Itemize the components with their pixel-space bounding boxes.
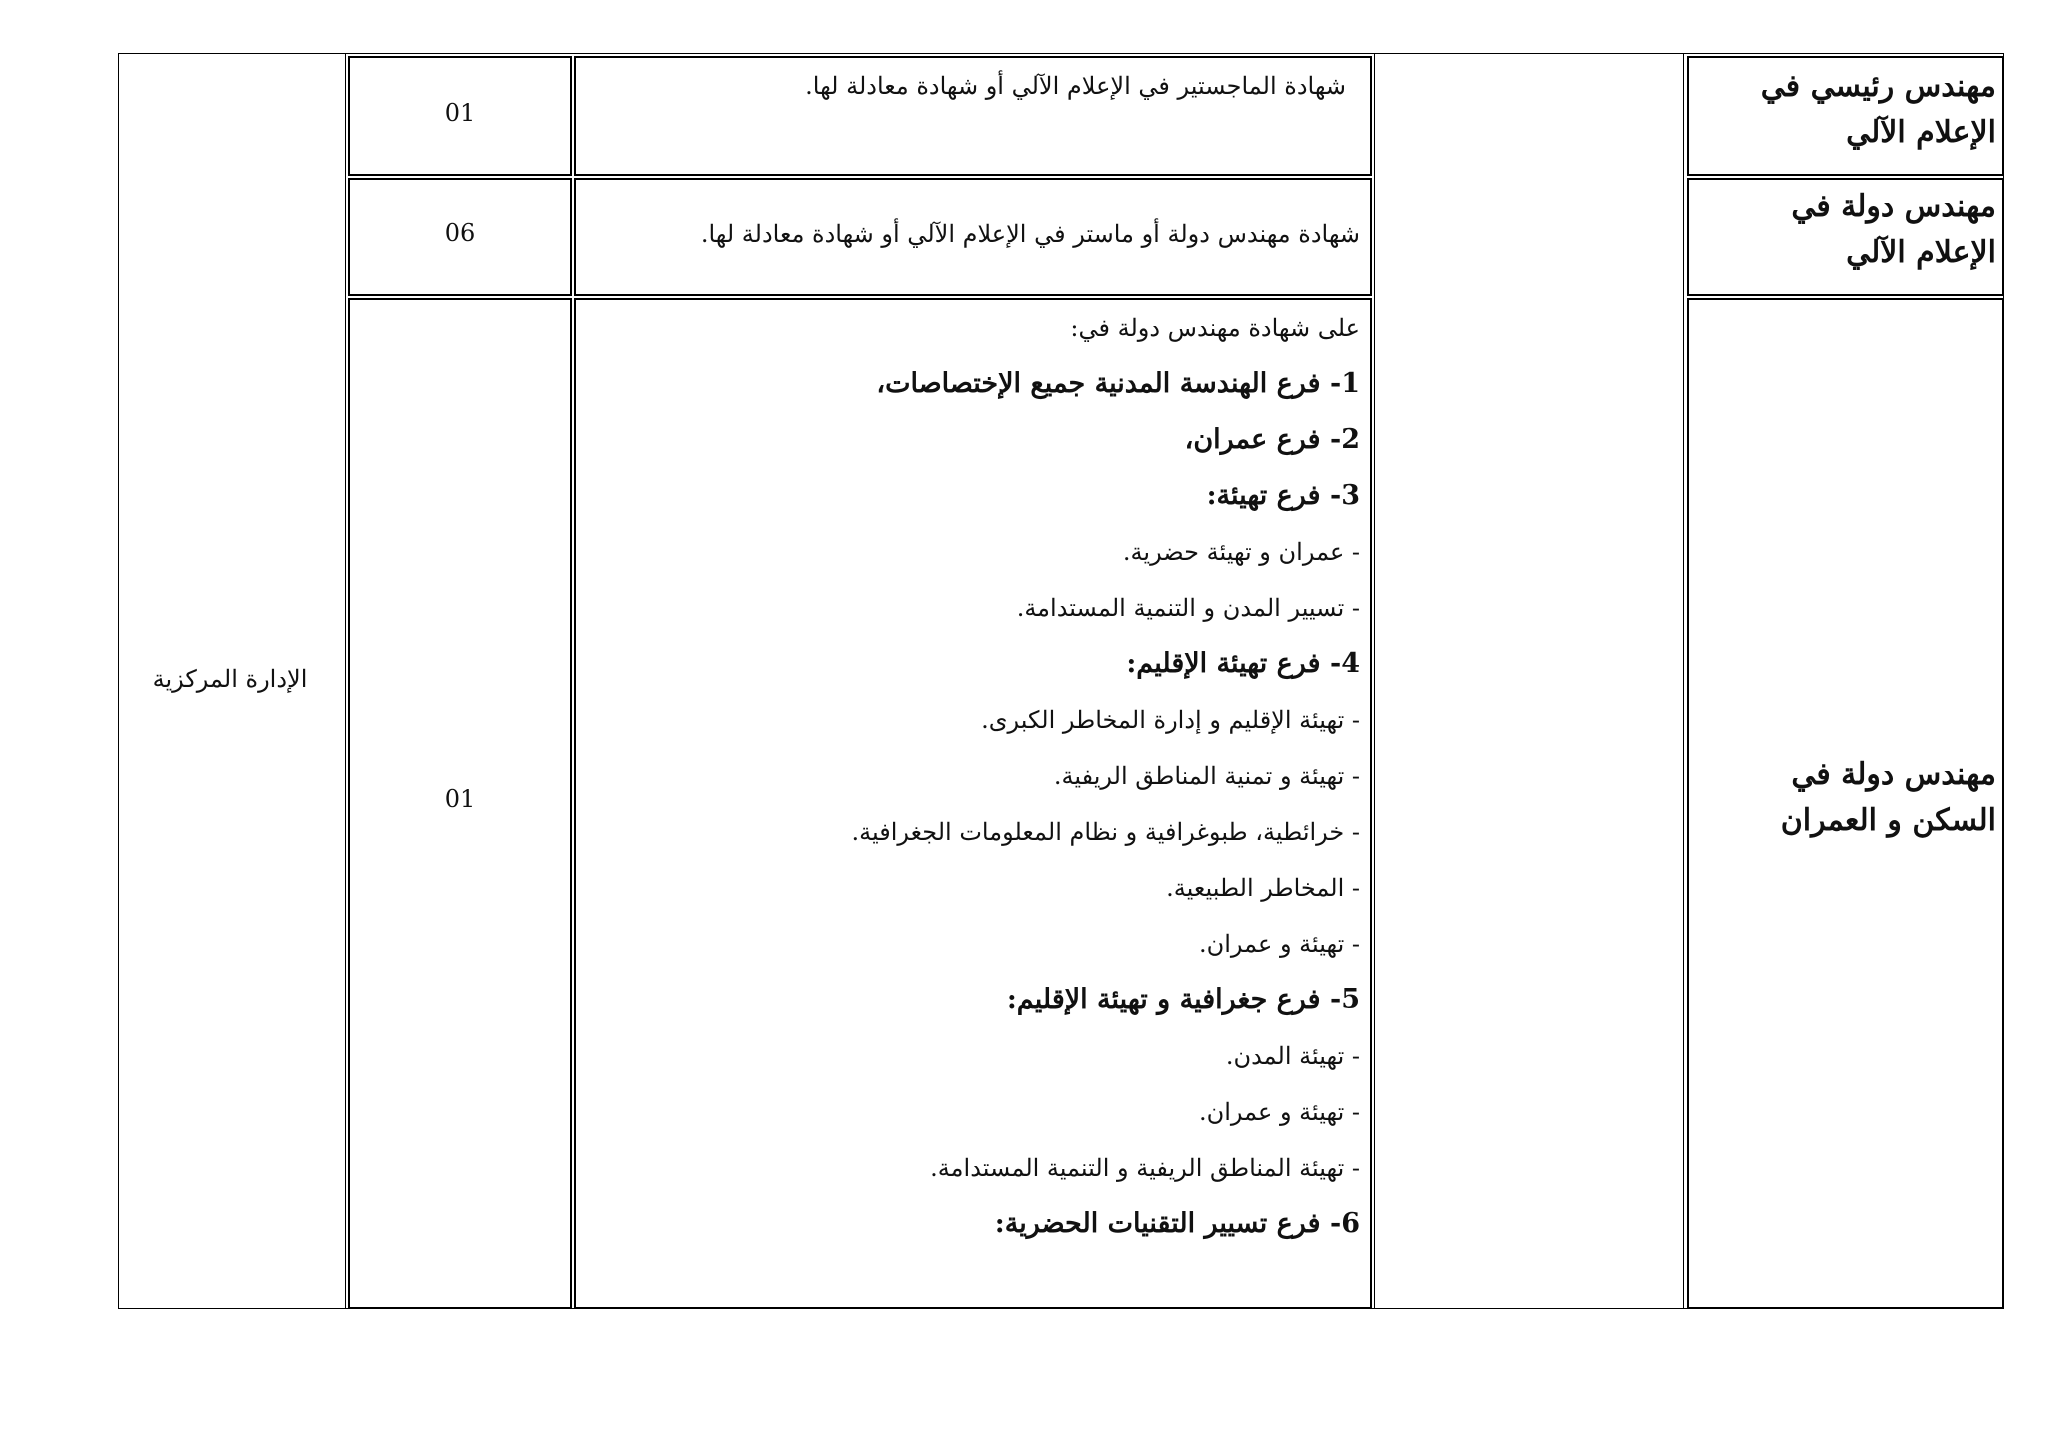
qualification-line: - تهيئة و عمران.: [1198, 930, 1360, 958]
grade-title: مهندس دولة في الإعلام الآلي: [1791, 189, 1996, 270]
qualification-line: 5- فرع جغرافية و تهيئة الإقليم:: [1006, 984, 1360, 1015]
qualification-line: - تهيئة الإقليم و إدارة المخاطر الكبرى.: [981, 706, 1360, 734]
position-count: 06: [444, 219, 476, 247]
qualification-list: [620, 300, 1360, 1252]
qualification-line: 2- فرع عمران،: [1184, 424, 1360, 455]
qualification-line: على شهادة مهندس دولة في:: [1070, 314, 1360, 342]
qualification-text: شهادة الماجستير في الإعلام الآلي أو شهادة معادلة لها.: [805, 72, 1346, 100]
qualification-line: - تسيير المدن و التنمية المستدامة.: [1016, 594, 1360, 622]
qualification-line: 1- فرع الهندسة المدنية جميع الإختصاصات،: [876, 368, 1360, 399]
column-divider: [345, 53, 346, 1309]
qualification-line: - عمران و تهيئة حضرية.: [1122, 538, 1360, 566]
qualification-text: شهادة مهندس دولة أو ماستر في الإعلام الآلي أو شهادة معادلة لها.: [700, 220, 1360, 248]
qualification-line: - خرائطية، طبوغرافية و نظام المعلومات الجغرافية.: [851, 818, 1360, 846]
qualification-line: - تهيئة المناطق الريفية و التنمية المستدامة.: [930, 1154, 1360, 1182]
qualification-line: - المخاطر الطبيعية.: [1166, 874, 1360, 902]
qualification-line: - تهيئة المدن.: [1225, 1042, 1360, 1070]
column-divider: [1683, 53, 1684, 1309]
column-divider: [1374, 53, 1375, 1309]
administration-label: الإدارة المركزية: [152, 665, 308, 693]
qualification-line: 3- فرع تهيئة:: [1206, 480, 1360, 511]
grade-title: مهندس رئيسي في الإعلام الآلي: [1760, 69, 1996, 150]
qualification-line: - تهيئة و تمنية المناطق الريفية.: [1053, 762, 1360, 790]
qualification-line: 6- فرع تسيير التقنيات الحضرية:: [994, 1208, 1360, 1239]
grade-title: مهندس دولة في السكن و العمران: [1780, 757, 1996, 838]
position-count: 01: [444, 99, 476, 127]
position-count: 01: [444, 785, 476, 813]
qualification-line: 4- فرع تهيئة الإقليم:: [1126, 648, 1360, 679]
qualification-line: - تهيئة و عمران.: [1198, 1098, 1360, 1126]
